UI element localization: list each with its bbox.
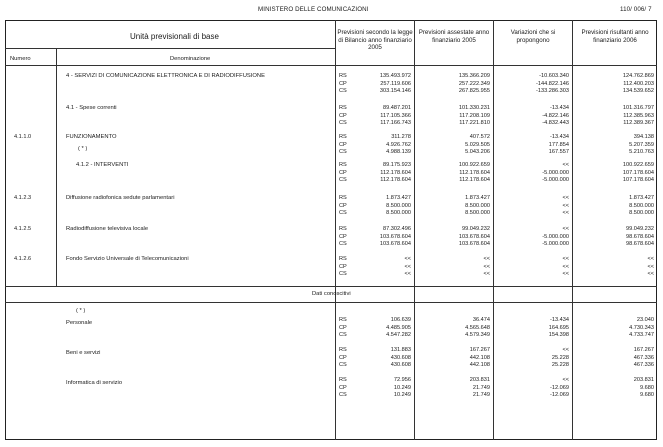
dati-row-value: 21.749 — [472, 384, 490, 391]
section-code: 4.1.2.6 — [14, 256, 32, 262]
section-code: 4.1.2.3 — [14, 195, 32, 201]
section-row-value: << — [483, 271, 490, 278]
section-row-tag: CP — [339, 141, 347, 148]
dati-row-value: -12.069 — [550, 384, 569, 391]
dati-row-value: 10.249 — [393, 392, 411, 399]
section-row-value: -144.822.146 — [536, 80, 569, 87]
section-row-tag: RS — [339, 134, 347, 140]
section-code: 4.1.2.5 — [14, 226, 32, 232]
dati-row-tag: RS — [339, 347, 347, 353]
section-row-value: << — [562, 263, 569, 270]
section-row-value: 112.385.963 — [623, 112, 654, 119]
section-row-value: 101.316.797 — [622, 105, 654, 111]
dati-row-value: 25.228 — [551, 354, 569, 361]
section-note: ( * ) — [78, 146, 88, 152]
section-row-value: 8.500.000 — [465, 210, 490, 217]
section-row-value: 98.678.604 — [626, 241, 654, 248]
page-reference: 110/ 006/ 7 — [620, 6, 652, 13]
section-row-tag: CP — [339, 233, 347, 240]
section-row-value: -5.000.000 — [542, 169, 569, 176]
section-row-value: 117.208.109 — [459, 112, 490, 119]
section-row-value: 112.178.604 — [380, 177, 411, 184]
dati-row-value: 467.336 — [633, 354, 654, 361]
section-row-value: 99.049.232 — [462, 226, 490, 232]
section-row-value: << — [647, 263, 654, 270]
col-divider-2 — [414, 20, 415, 440]
section-row-value: 112.400.203 — [623, 80, 654, 87]
section-code: 4.1.1.0 — [14, 134, 32, 140]
dati-top-line — [5, 286, 657, 287]
section-row-value: << — [562, 256, 569, 262]
section-row-value: -10.603.340 — [539, 73, 569, 79]
section-row-value: << — [562, 271, 569, 278]
dati-row-value: 167.267 — [633, 347, 654, 353]
section-name: FUNZIONAMENTO — [66, 134, 117, 140]
section-name: 4.1.2 - INTERVENTI — [76, 162, 129, 168]
section-row-value: << — [483, 263, 490, 270]
col-head-risultanti: Previsioni risultanti anno finanziario 2006 — [581, 29, 649, 44]
section-row-value: 99.049.232 — [626, 226, 654, 232]
numero-divider — [56, 48, 57, 286]
dati-row-value: 430.608 — [390, 362, 411, 369]
section-row-value: << — [647, 271, 654, 278]
dati-row-value: 442.108 — [469, 362, 490, 369]
section-row-value: 107.178.604 — [622, 169, 654, 176]
dati-note: ( * ) — [76, 308, 86, 314]
table-title: Unità previsionali di base — [130, 32, 219, 41]
dati-row-value: 21.749 — [472, 392, 490, 399]
dati-row-value: 4.547.282 — [386, 332, 411, 339]
section-row-value: << — [562, 195, 569, 201]
section-row-tag: CP — [339, 80, 347, 87]
section-row-tag: CP — [339, 112, 347, 119]
section-row-value: 8.500.000 — [629, 210, 654, 217]
dati-row-value: 9.680 — [640, 392, 654, 399]
section-row-value: << — [562, 226, 569, 232]
section-row-value: 5.029.505 — [465, 141, 490, 148]
denominazione-header: Denominazione — [170, 56, 211, 62]
dati-row-tag: CS — [339, 362, 347, 369]
section-row-value: 117.105.366 — [380, 112, 411, 119]
dati-row-value: -13.434 — [550, 317, 569, 323]
section-row-tag: CP — [339, 263, 347, 270]
section-row-value: 100.922.659 — [458, 162, 490, 168]
dati-row-value: 167.267 — [469, 347, 490, 353]
section-row-value: 257.222.349 — [458, 80, 490, 87]
section-row-value: 4.926.762 — [386, 141, 411, 148]
section-row-value: << — [562, 202, 569, 209]
section-row-value: 4.988.139 — [386, 149, 411, 156]
section-row-value: << — [404, 263, 411, 270]
dati-row-value: 131.883 — [390, 347, 411, 353]
section-name: Diffusione radiofonica sedute parlamentari — [66, 195, 175, 201]
dati-row-value: 4.733.747 — [629, 332, 654, 339]
col-head-bilancio: Previsioni secondo la legge di Bilancio anno finanziario 2005 — [337, 29, 413, 51]
dati-name: Beni e servizi — [66, 350, 101, 356]
section-row-value: 8.500.000 — [629, 202, 654, 209]
dati-row-value: << — [562, 347, 569, 353]
section-row-value: 394.138 — [633, 134, 654, 140]
section-row-value: 1.873.427 — [465, 195, 490, 201]
section-row-value: 5.210.763 — [629, 149, 654, 156]
section-row-value: 8.500.000 — [465, 202, 490, 209]
ministry-header: MINISTERO DELLE COMUNICAZIONI — [258, 6, 369, 13]
col-head-assestate: Previsioni assestate anno finanziario 2005 — [418, 29, 490, 44]
dati-row-value: -12.069 — [550, 392, 569, 399]
dati-row-tag: RS — [339, 317, 347, 323]
section-row-value: 89.487.201 — [383, 105, 411, 111]
section-row-value: 117.221.810 — [459, 120, 490, 127]
section-row-tag: CS — [339, 271, 347, 278]
dati-row-tag: CP — [339, 324, 347, 331]
section-row-value: -13.434 — [550, 105, 569, 111]
section-row-value: 311.278 — [391, 134, 411, 140]
col-divider-4 — [572, 20, 573, 440]
section-row-value: -13.434 — [550, 134, 569, 140]
section-row-value: 107.178.604 — [622, 177, 654, 184]
section-row-tag: CS — [339, 177, 347, 184]
col-divider-3 — [493, 20, 494, 440]
section-row-value: 112.178.604 — [459, 177, 490, 184]
section-row-value: 5.207.359 — [629, 141, 654, 148]
col-head-variazioni: Variazioni che si propongono — [510, 29, 556, 44]
dati-row-tag: CP — [339, 354, 347, 361]
section-row-value: -5.000.000 — [542, 241, 569, 248]
dati-row-tag: RS — [339, 377, 347, 383]
dati-row-value: 4.730.343 — [629, 324, 654, 331]
section-row-value: 257.119.606 — [380, 80, 411, 87]
section-row-value: 101.330.231 — [458, 105, 490, 111]
section-row-value: 112.178.604 — [380, 169, 411, 176]
section-name: 4 - SERVIZI DI COMUNICAZIONE ELETTRONICA E DI RADIODIFFUSIONE — [66, 73, 265, 79]
section-row-tag: RS — [339, 73, 347, 79]
section-row-tag: RS — [339, 226, 347, 232]
dati-row-value: 4.579.349 — [465, 332, 490, 339]
section-row-value: 98.678.604 — [626, 233, 654, 240]
section-row-tag: CS — [339, 149, 347, 156]
section-row-value: << — [562, 210, 569, 217]
section-row-value: 303.154.146 — [379, 88, 411, 95]
dati-row-value: 25.228 — [551, 362, 569, 369]
dati-row-value: 164.695 — [548, 324, 569, 331]
section-row-value: 134.539.652 — [622, 88, 654, 95]
dati-row-value: 203.831 — [633, 377, 654, 383]
dati-row-value: 467.336 — [633, 362, 654, 369]
section-name: Radiodiffusione televisiva locale — [66, 226, 149, 232]
section-name: 4.1 - Spese correnti — [66, 105, 117, 111]
section-name: Fondo Servizio Universale di Telecomunicazioni — [66, 256, 189, 262]
numero-header: Numero — [10, 56, 31, 62]
dati-name: Informatica di servizio — [66, 380, 123, 386]
section-row-value: 8.500.000 — [386, 210, 411, 217]
dati-row-value: 430.608 — [390, 354, 411, 361]
dati-row-value: 203.831 — [469, 377, 490, 383]
section-row-value: -5.000.000 — [542, 233, 569, 240]
section-row-value: -133.286.303 — [536, 88, 569, 95]
section-row-value: 103.678.604 — [379, 241, 411, 248]
dati-row-value: 154.398 — [548, 332, 569, 339]
title-separator — [5, 48, 335, 49]
section-row-value: 135.493.972 — [379, 73, 411, 79]
section-row-value: << — [562, 162, 569, 168]
section-row-value: 103.678.604 — [458, 241, 490, 248]
section-row-value: 8.500.000 — [386, 202, 411, 209]
dati-row-value: 4.485.905 — [386, 324, 411, 331]
section-row-value: -4.822.146 — [542, 112, 569, 119]
header-bottom-line — [5, 65, 657, 66]
section-row-value: << — [404, 271, 411, 278]
dati-title: Dati conoscitivi — [312, 291, 351, 297]
section-row-value: << — [647, 256, 654, 262]
dati-bottom-line — [5, 302, 657, 303]
dati-row-value: 10.249 — [393, 384, 411, 391]
section-row-value: 100.922.659 — [622, 162, 654, 168]
section-row-value: 177.854 — [548, 141, 569, 148]
section-row-tag: RS — [339, 162, 347, 168]
section-row-value: 87.302.496 — [383, 226, 411, 232]
section-row-value: 103.678.604 — [458, 233, 490, 240]
section-row-tag: CS — [339, 88, 347, 95]
dati-row-tag: CP — [339, 384, 347, 391]
section-row-tag: CS — [339, 120, 347, 127]
section-row-value: 1.873.427 — [386, 195, 411, 201]
section-row-value: 112.178.604 — [459, 169, 490, 176]
section-row-value: 5.043.206 — [465, 149, 490, 156]
section-row-tag: RS — [339, 256, 347, 262]
dati-row-value: 36.474 — [472, 317, 490, 323]
section-row-value: 112.389.367 — [623, 120, 654, 127]
section-row-value: 407.572 — [469, 134, 490, 140]
dati-row-value: 9.680 — [640, 384, 654, 391]
section-row-value: 167.557 — [548, 149, 569, 156]
section-row-value: 117.166.743 — [380, 120, 411, 127]
section-row-tag: CS — [339, 210, 347, 217]
dati-row-tag: CS — [339, 392, 347, 399]
section-row-value: 135.366.209 — [458, 73, 490, 79]
section-row-tag: RS — [339, 105, 347, 111]
dati-row-value: << — [562, 377, 569, 383]
section-row-value: 1.873.427 — [629, 195, 654, 201]
dati-row-value: 72.956 — [393, 377, 411, 383]
section-row-value: -4.832.443 — [542, 120, 569, 127]
section-row-value: << — [404, 256, 411, 262]
col-divider-1 — [335, 20, 336, 440]
dati-row-value: 442.108 — [469, 354, 490, 361]
section-row-value: 89.175.923 — [383, 162, 411, 168]
section-row-value: 124.762.869 — [622, 73, 654, 79]
dati-row-value: 23.040 — [636, 317, 654, 323]
dati-name: Personale — [66, 320, 93, 326]
dati-row-value: 4.565.648 — [465, 324, 490, 331]
section-row-tag: CS — [339, 241, 347, 248]
section-row-value: -5.000.000 — [542, 177, 569, 184]
section-row-tag: RS — [339, 195, 347, 201]
section-row-tag: CP — [339, 202, 347, 209]
dati-row-value: 106.639 — [390, 317, 411, 323]
section-row-tag: CP — [339, 169, 347, 176]
dati-row-tag: CS — [339, 332, 347, 339]
section-row-value: << — [483, 256, 490, 262]
section-row-value: 103.678.604 — [379, 233, 411, 240]
section-row-value: 267.825.955 — [458, 88, 490, 95]
